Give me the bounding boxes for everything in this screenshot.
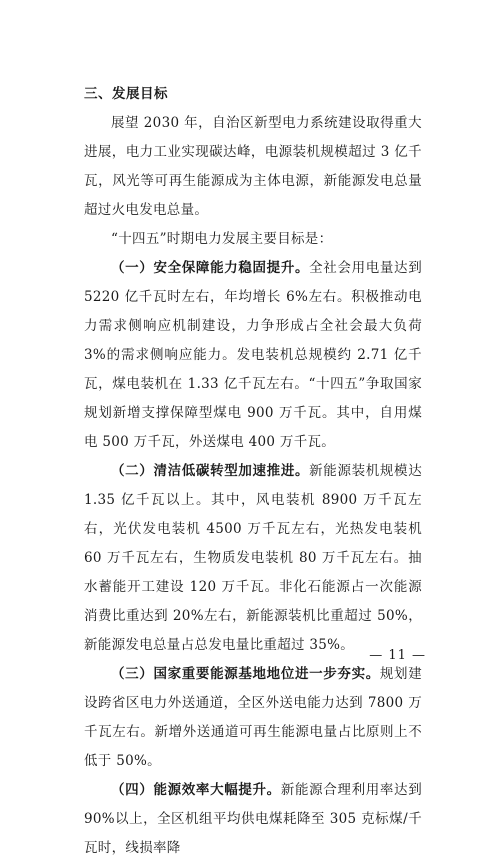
goal-4-text: 新能源合理利用率达到 90%以上，全区机组平均供电煤耗降至 305 克标煤/千瓦时，线损率降 bbox=[84, 782, 422, 856]
goal-4-title: （四）能源效率大幅提升。 bbox=[111, 782, 281, 798]
goal-3-text: 规划建设跨省区电力外送通道，全区外送电能力达到 7800 万千瓦左右。新增外送通道可再生能源电量占比原则上不低于 50%。 bbox=[84, 666, 422, 769]
goal-3-paragraph bbox=[84, 660, 422, 776]
goal-2-text: 新能源装机规模达 1.35 亿千瓦以上。其中，风电装机 8900 万千瓦左右，光伏发电装机 4500 万千瓦左右，光热发电装机 60 万千瓦左右，生物质发电装机 80 万千瓦左右。抽水蓄能开工建设 120 万千瓦。非化石能源占一次能源消费比重达到 20%左右，新能源装机比重超过 50%，新能源发电总量占总发电量比重超过 35%。 bbox=[84, 463, 423, 653]
goals-lead-paragraph: “十四五”时期电力发展主要目标是： bbox=[111, 231, 333, 247]
goal-1-text: 全社会用电量达到 5220 亿千瓦时左右，年均增长 6%左右。积极推动电力需求侧响应机制建设，力争形成占全社会最大负荷 3%的需求侧响应能力。发电装机总规模约 2.71 亿千瓦，煤电装机在 1.33 亿千瓦左右。“十四五”争取国家规划新增支撑保障型煤电 900 万千瓦。其中，自用煤电 500 万千瓦，外送煤电 400 万千瓦。 bbox=[84, 260, 423, 450]
intro-paragraph: 展望 2030 年，自治区新型电力系统建设取得重大进展，电力工业实现碳达峰，电源装机规模超过 3 亿千瓦，风光等可再生能源成为主体电源，新能源发电总量超过火电发电总量。 bbox=[84, 115, 422, 218]
goal-2-paragraph bbox=[84, 457, 422, 660]
goal-1-title: （一）安全保障能力稳固提升。 bbox=[111, 260, 310, 276]
goal-4-paragraph bbox=[84, 776, 422, 863]
document-body bbox=[84, 80, 422, 863]
goal-1-paragraph bbox=[84, 254, 422, 457]
goal-2-title: （二）清洁低碳转型加速推进。 bbox=[111, 463, 310, 479]
section-heading: 三、发展目标 bbox=[84, 86, 168, 102]
goal-3-title: （三）国家重要能源基地地位进一步夯实。 bbox=[111, 666, 380, 682]
page-number: — 11 — bbox=[369, 648, 426, 663]
